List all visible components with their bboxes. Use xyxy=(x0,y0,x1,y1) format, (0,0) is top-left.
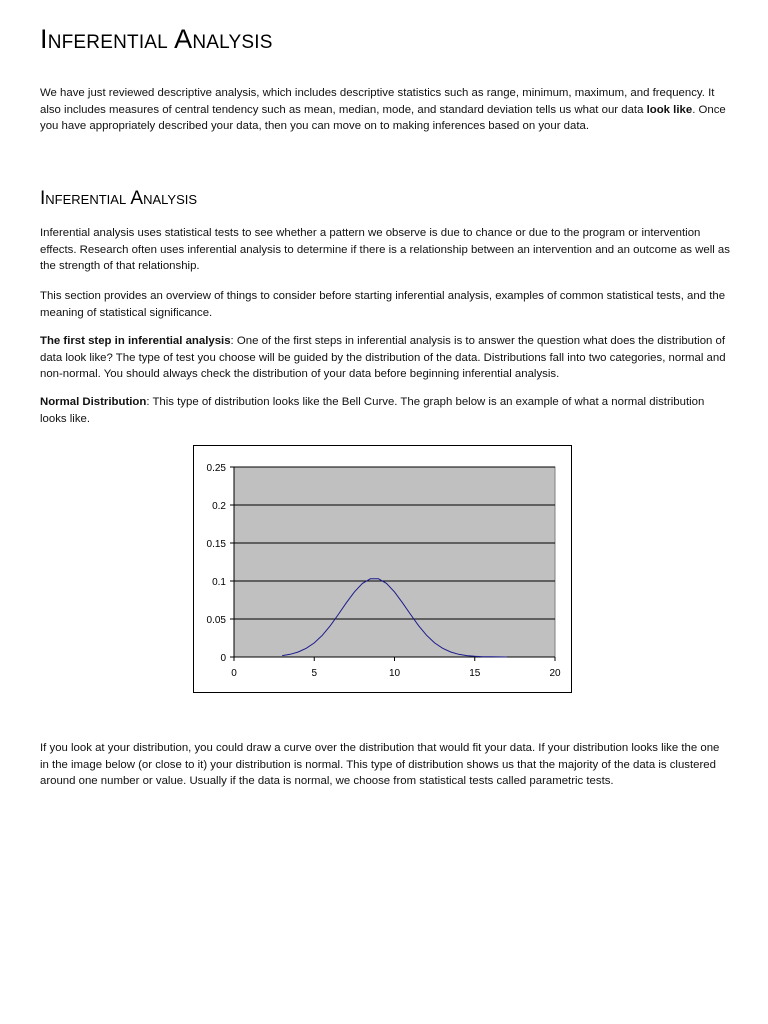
paragraph-first-step xyxy=(40,333,730,383)
paragraph-section-overview: This section provides an overview of things to consider before starting inferential analysis, examples of common statistical tests, and the meaning of statistical significance. xyxy=(40,290,726,319)
y-tick-label: 0.1 xyxy=(212,577,226,588)
normal-distribution-text: : This type of distribution looks like the Bell Curve. The graph below is an example of what a normal distribution looks like. xyxy=(40,396,705,425)
y-tick-label: 0.05 xyxy=(206,615,226,626)
section-heading: Inferential Analysis xyxy=(40,188,198,209)
normal-distribution-chart xyxy=(193,445,572,693)
x-tick-label: 15 xyxy=(469,668,481,679)
intro-paragraph xyxy=(40,85,730,135)
chart-svg xyxy=(194,446,571,692)
intro-bold: look like xyxy=(646,103,693,116)
y-tick-label: 0.25 xyxy=(206,463,226,474)
x-tick-label: 10 xyxy=(388,668,401,679)
x-tick-label: 5 xyxy=(311,668,318,679)
y-tick-label: 0 xyxy=(220,653,226,664)
y-tick-label: 0.2 xyxy=(212,501,226,512)
first-step-text: : One of the first steps in inferential analysis is to answer the question what does the distribution of data look like? The type of test you choose will be guided by the distribution of the data. Distributions fall into two categories, normal and non-normal. You should always check the distribution of your data before beginning inferential analysis. xyxy=(40,335,726,380)
paragraph-inferential-definition: Inferential analysis uses statistical tests to see whether a pattern we observe is due to chance or due to the program or intervention effects. Research often uses inferential analysis to determine if there is a relationship between an intervention and an outcome as well as the strength of that relationship. xyxy=(40,227,730,272)
intro-text-1: We have just reviewed descriptive analysis, which includes descriptive statistics such as range, minimum, maximum, and frequency. It also includes measures of central tendency such as mean, median, mode, and standard deviation tells us what our data xyxy=(40,87,715,116)
intro-text-2: . Once you have appropriately described your data, then you can move on to making inferences based on your data. xyxy=(40,103,726,132)
first-step-label: The first step in inferential analysis xyxy=(40,335,231,347)
plot-area xyxy=(234,467,555,657)
y-tick-label: 0.15 xyxy=(206,539,226,550)
normal-distribution-label: Normal Distribution xyxy=(40,396,147,408)
paragraph-fit-curve: If you look at your distribution, you could draw a curve over the distribution that would fit your data. If your distribution looks like the one in the image below (or close to it) your distribution is normal. This type of distribution shows us that the majority of the data is clustered around one number or value. Usually if the data is normal, we choose from statistical tests called parametric tests. xyxy=(40,742,720,787)
page-title: Inferential Analysis xyxy=(40,24,273,54)
x-tick-label: 20 xyxy=(549,668,561,679)
x-tick-label: 0 xyxy=(231,668,237,679)
paragraph-normal-distribution xyxy=(40,394,730,427)
